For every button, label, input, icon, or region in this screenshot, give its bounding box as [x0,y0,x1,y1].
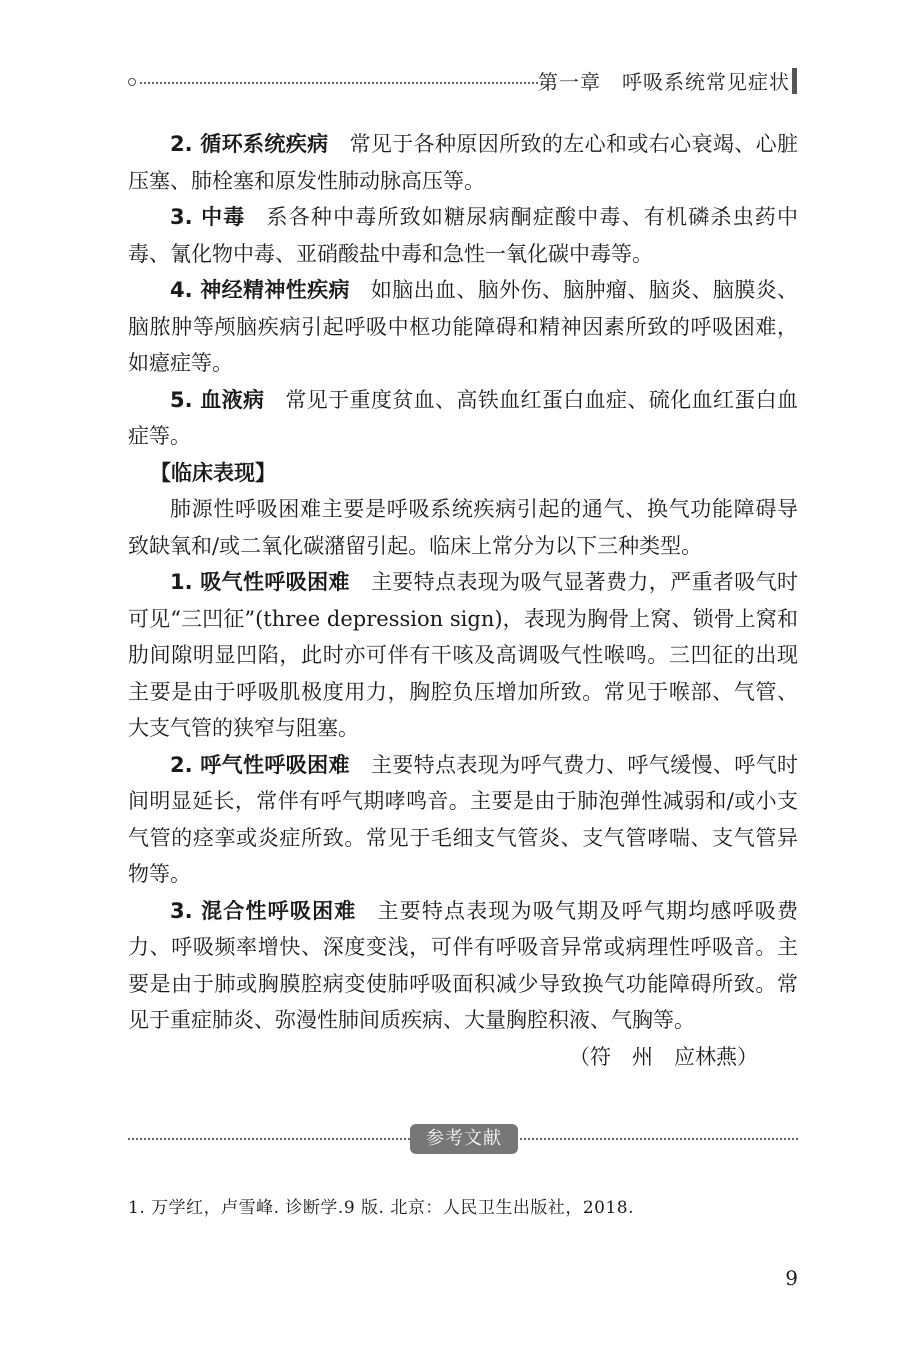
page-number: 9 [785,1266,798,1290]
paragraph-text: 主要特点表现为吸气显著费力，严重者吸气时可见“三凹征”(three depression sign)，表现为胸骨上窝、锁骨上窝和肋间隙明显凹陷，此时亦可伴有干咳及高调吸气性喉鸣。三凹征的出现主要是由于呼吸肌极度用力，胸腔负压增加所致。常见于喉部、气管、大支气管的狭窄与阻塞。 [128,570,798,740]
paragraph-text: 主要特点表现为吸气期及呼气期均感呼吸费力、呼吸频率增快、深度变浅，可伴有呼吸音异常或病理性呼吸音。主要是由于肺或胸膜腔病变使肺呼吸面积减少导致换气功能障碍所致。常见于重症肺炎、弥漫性肺间质疾病、大量胸腔积液、气胸等。 [128,898,798,1032]
header-ornament-dot [128,78,136,86]
references-divider [128,1124,798,1154]
paragraph-text: 系各种中毒所致如糖尿病酮症酸中毒、有机磷杀虫药中毒、氰化物中毒、亚硝酸盐中毒和急性一氧化碳中毒等。 [128,205,799,266]
paragraph-heading: 4. 神经精神性疾病 [170,278,350,302]
clinical-intro: 肺源性呼吸困难主要是呼吸系统疾病引起的通气、换气功能障碍导致缺氧和/或二氧化碳潴留引起。临床上常分为以下三种类型。 [128,497,798,558]
header-side-bar [792,68,797,94]
paragraph-heading: 5. 血液病 [170,387,265,412]
paragraph-poisoning [128,199,798,272]
paragraph-heading: 2. 呼气性呼吸困难 [170,752,350,777]
paragraph-mixed [128,893,798,1039]
paragraph-text: 常见于重度贫血、高铁血红蛋白血症、硫化血红蛋白血症等。 [128,387,799,448]
chapter-title: 第一章 呼吸系统常见症状 [538,70,790,94]
paragraph-neuro [128,272,798,382]
paragraph-heading: 1. 吸气性呼吸困难 [170,570,350,594]
reference-list [128,1196,798,1220]
paragraph-text: 如脑出血、脑外伤、脑肿瘤、脑炎、脑膜炎、脑脓肿等颅脑疾病引起呼吸中枢功能障碍和精神因素所致的呼吸困难，如癔症等。 [128,278,798,375]
paragraph-heading: 3. 混合性呼吸困难 [170,898,357,923]
paragraph-inspiratory [128,564,798,747]
paragraph-circulatory [128,126,798,199]
main-text [128,126,798,1075]
header-dotted-rule [140,82,538,84]
references-title: 参考文献 [410,1124,518,1154]
author-signature: （符 州 应林燕） [569,1044,758,1069]
reference-item: 1. 万学红，卢雪峰. 诊断学.9 版. 北京：人民卫生出版社，2018. [128,1198,635,1218]
paragraph-blood [128,382,798,455]
section-heading-clinical: 【临床表现】 [150,460,276,485]
paragraph-expiratory [128,747,798,893]
paragraph-heading: 3. 中毒 [170,205,246,229]
paragraph-text: 常见于各种原因所致的左心和或右心衰竭、心脏压塞、肺栓塞和原发性肺动脉高压等。 [128,132,799,193]
paragraph-text: 主要特点表现为呼气费力、呼气缓慢、呼气时间明显延长，常伴有呼气期哮鸣音。主要是由于肺泡弹性减弱和/或小支气管的痉挛或炎症所致。常见于毛细支气管炎、支气管哮喘、支气管异物等。 [128,752,798,886]
running-header [128,60,798,100]
paragraph-heading: 2. 循环系统疾病 [170,132,329,156]
